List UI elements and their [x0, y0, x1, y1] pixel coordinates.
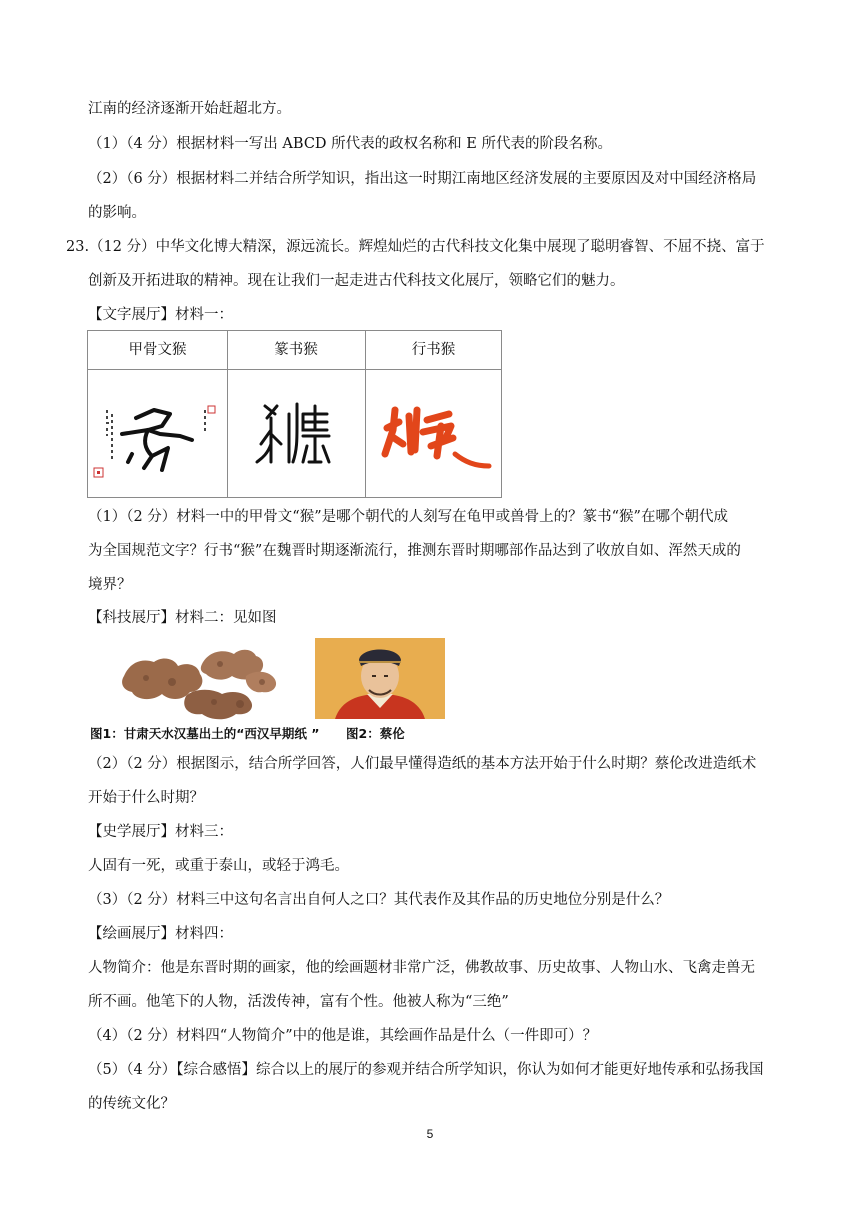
section-heading-science-hall: 【科技展厅】材料二：见如图	[88, 610, 277, 626]
table-header-seal-script: 篆书猴	[227, 331, 365, 370]
text-line: 为全国规范文字？行书“猴”在魏晋时期逐渐流行，推测东晋时期哪部作品达到了收放自如、浑然天成的	[88, 543, 741, 559]
text-line: 所不画。他笔下的人物，活泼传神，富有个性。他被人称为“三绝”	[88, 994, 509, 1010]
material-1-table	[87, 330, 502, 498]
question-23-2: （2）（2 分）根据图示，结合所学回答，人们最早懂得造纸的基本方法开始于什么时期？蔡伦改进造纸术	[88, 756, 757, 772]
question-22-1: （1）（4 分）根据材料一写出 ABCD 所代表的政权名称和 E 所代表的阶段名称。	[88, 136, 612, 152]
table-header-oracle-bone: 甲骨文猴	[88, 331, 227, 370]
section-heading-history-hall: 【史学展厅】材料三：	[88, 824, 233, 840]
question-23-stem: 23.（12 分）中华文化博大精深，源远流长。辉煌灿烂的古代科技文化集中展现了聪明睿智、不屈不挠、富于	[66, 239, 765, 255]
oracle-bone-monkey-image	[88, 370, 227, 498]
question-23-5: （5）（4 分）【综合感悟】综合以上的展厅的参观并结合所学知识，你认为如何才能更好地传承和弘扬我国	[88, 1062, 764, 1078]
table-header-running-script: 行书猴	[365, 331, 502, 370]
question-22-2: （2）（6 分）根据材料二并结合所学知识，指出这一时期江南地区经济发展的主要原因及对中国经济格局	[88, 171, 757, 187]
section-heading-painting-hall: 【绘画展厅】材料四：	[88, 926, 233, 942]
text-line: 境界？	[88, 577, 132, 593]
text-line: 创新及开拓进取的精神。现在让我们一起走进古代科技文化展厅，领略它们的魅力。	[88, 273, 625, 289]
text-line: 江南的经济逐渐开始赶超北方。	[88, 101, 291, 117]
section-heading-text-hall: 【文字展厅】材料一：	[88, 307, 233, 323]
material-3-quote: 人固有一死，或重于泰山，或轻于鸿毛。	[88, 858, 349, 874]
cai-lun-portrait	[315, 638, 445, 719]
question-23-4: （4）（2 分）材料四“人物简介”中的他是谁，其绘画作品是什么（一件即可）？	[88, 1028, 598, 1044]
material-4-text: 人物简介：他是东晋时期的画家，他的绘画题材非常广泛，佛教故事、历史故事、人物山水、飞禽走兽无	[88, 960, 755, 976]
running-script-monkey-image	[365, 370, 502, 498]
seal-script-monkey-image	[227, 370, 365, 498]
page-number: 5	[426, 1127, 434, 1141]
text-line: 的传统文化？	[88, 1096, 175, 1112]
question-23-3: （3）（2 分）材料三中这句名言出自何人之口？其代表作及其作品的历史地位分别是什么？	[88, 892, 670, 908]
figure-1-caption: 图1：甘肃天水汉墓出土的“西汉早期纸 ”	[90, 726, 320, 741]
text-line: 的影响。	[88, 205, 146, 221]
text-line: 开始于什么时期？	[88, 790, 204, 806]
question-23-1: （1）（2 分）材料一中的甲骨文“猴”是哪个朝代的人刻写在龟甲或兽骨上的？篆书“猴”在哪个朝代成	[88, 509, 728, 525]
western-han-paper-image	[116, 636, 286, 724]
figure-2-caption: 图2：蔡伦	[346, 726, 405, 741]
